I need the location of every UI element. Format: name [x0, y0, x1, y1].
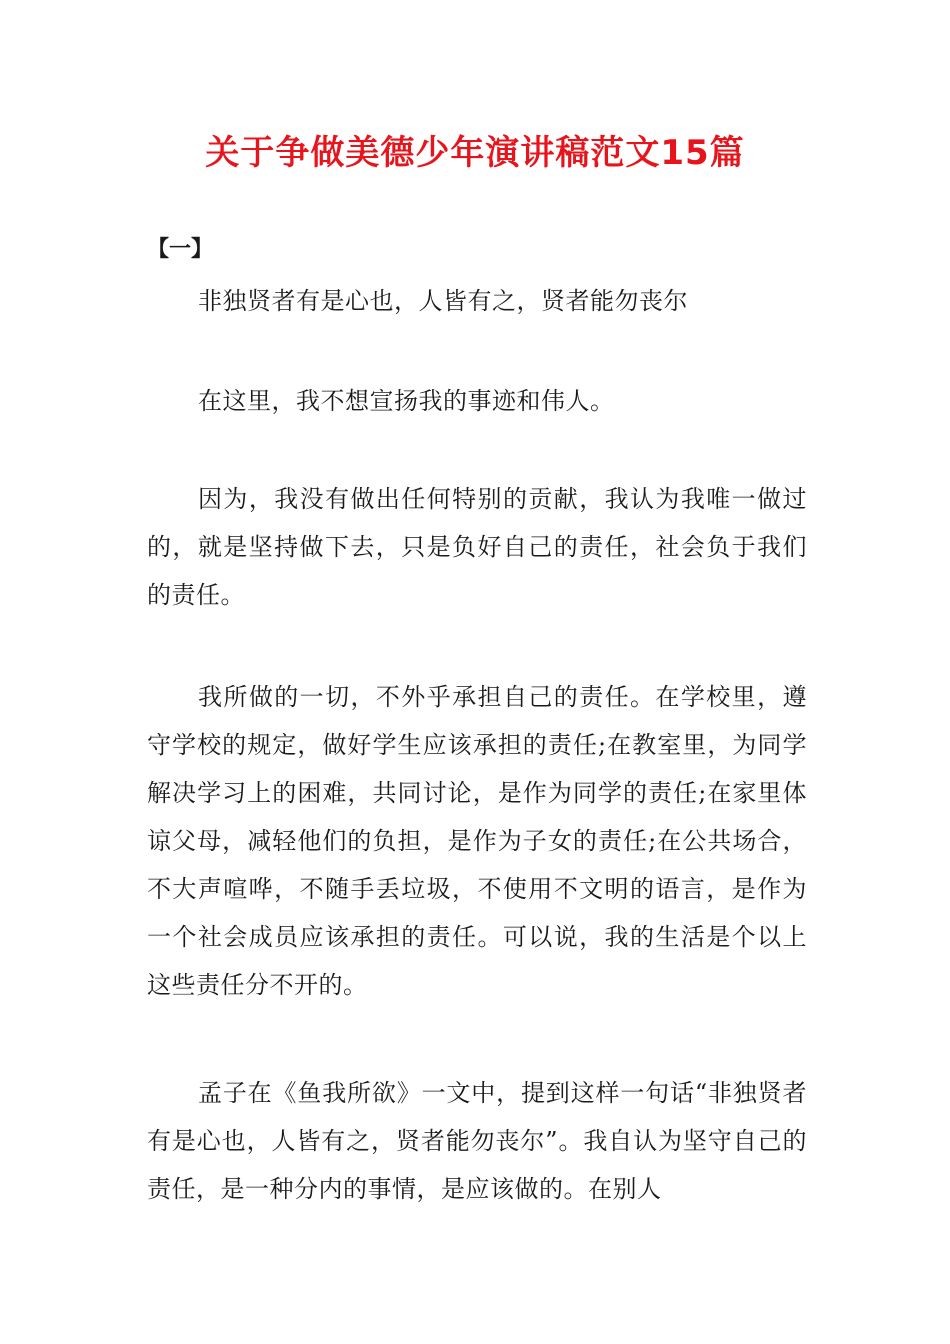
paragraph-3: 因为，我没有做出任何特别的贡献，我认为我唯一做过的，就是坚持做下去，只是负好自己的责任，社会负于我们的责任。: [147, 485, 807, 609]
document-title: 关于争做美德少年演讲稿范文15篇: [205, 133, 745, 173]
section-heading: 【一】: [147, 237, 214, 262]
paragraph-4: 我所做的一切，不外乎承担自己的责任。在学校里，遵守学校的规定，做好学生应该承担的责任;在教室里，为同学解决学习上的困难，共同讨论，是作为同学的责任;在家里体谅父母，减轻他们的负担，是作为子女的责任;在公共场合，不大声喧哗，不随手丢垃圾，不使用不文明的语言，是作为一个社会成员应该承担的责任。可以说，我的生活是个以上这些责任分不开的。: [147, 683, 807, 999]
paragraph-1: 非独贤者有是心也，人皆有之，贤者能勿丧尔: [198, 287, 688, 315]
paragraph-2: 在这里，我不想宣扬我的事迹和伟人。: [198, 387, 615, 415]
paragraph-5: 孟子在《鱼我所欲》一文中，提到这样一句话“非独贤者有是心也，人皆有之，贤者能勿丧尔”。我自认为坚守自己的责任，是一种分内的事情，是应该做的。在别人: [147, 1079, 807, 1203]
